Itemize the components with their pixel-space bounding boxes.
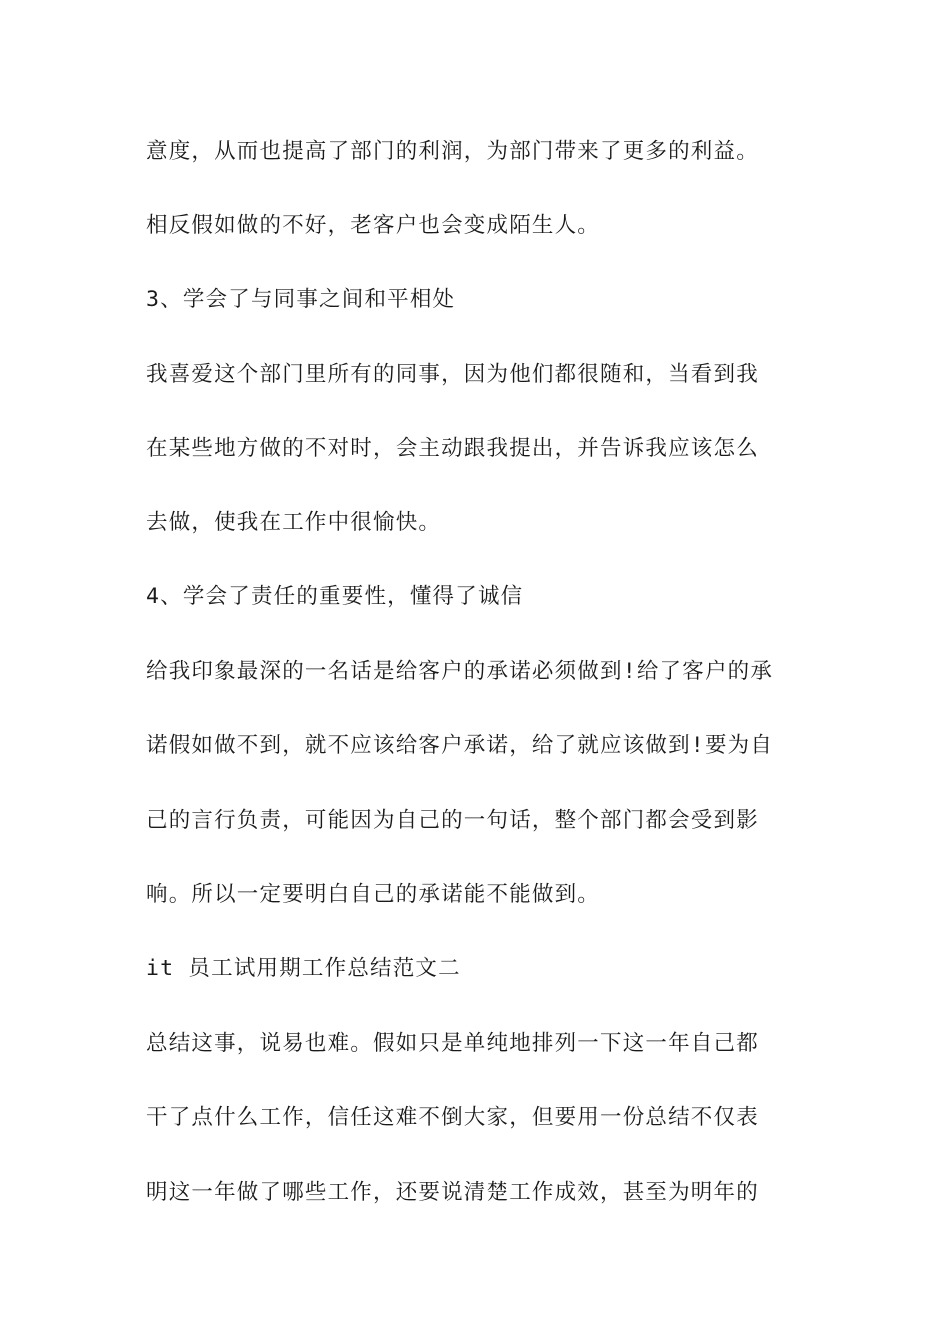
text-line: 去做，使我在工作中很愉快。 <box>146 510 442 535</box>
text-line: 诺假如做不到，就不应该给客户承诺，给了就应该做到!要为自 <box>146 733 774 758</box>
text-line: 意度，从而也提高了部门的利润，为部门带来了更多的利益。 <box>146 139 759 164</box>
text-line: 明这一年做了哪些工作，还要说清楚工作成效，甚至为明年的 <box>146 1180 759 1205</box>
text-line: 响。所以一定要明白自己的承诺能不能做到。 <box>146 882 601 907</box>
section-heading: it 员工试用期工作总结范文二 <box>146 956 461 981</box>
text-line: 在某些地方做的不对时，会主动跟我提出，并告诉我应该怎么 <box>146 436 759 461</box>
text-line: 给我印象最深的一名话是给客户的承诺必须做到!给了客户的承 <box>146 659 774 684</box>
section-heading: 3、学会了与同事之间和平相处 <box>146 287 456 312</box>
section-heading: 4、学会了责任的重要性，懂得了诚信 <box>146 584 524 609</box>
text-line: 己的言行负责，可能因为自己的一句话，整个部门都会受到影 <box>146 808 759 833</box>
text-line: 干了点什么工作，信任这难不倒大家，但要用一份总结不仅表 <box>146 1105 759 1130</box>
text-line: 我喜爱这个部门里所有的同事，因为他们都很随和，当看到我 <box>146 362 759 387</box>
text-line: 相反假如做的不好，老客户也会变成陌生人。 <box>146 213 601 238</box>
text-line: 总结这事，说易也难。假如只是单纯地排列一下这一年自己都 <box>146 1031 759 1056</box>
